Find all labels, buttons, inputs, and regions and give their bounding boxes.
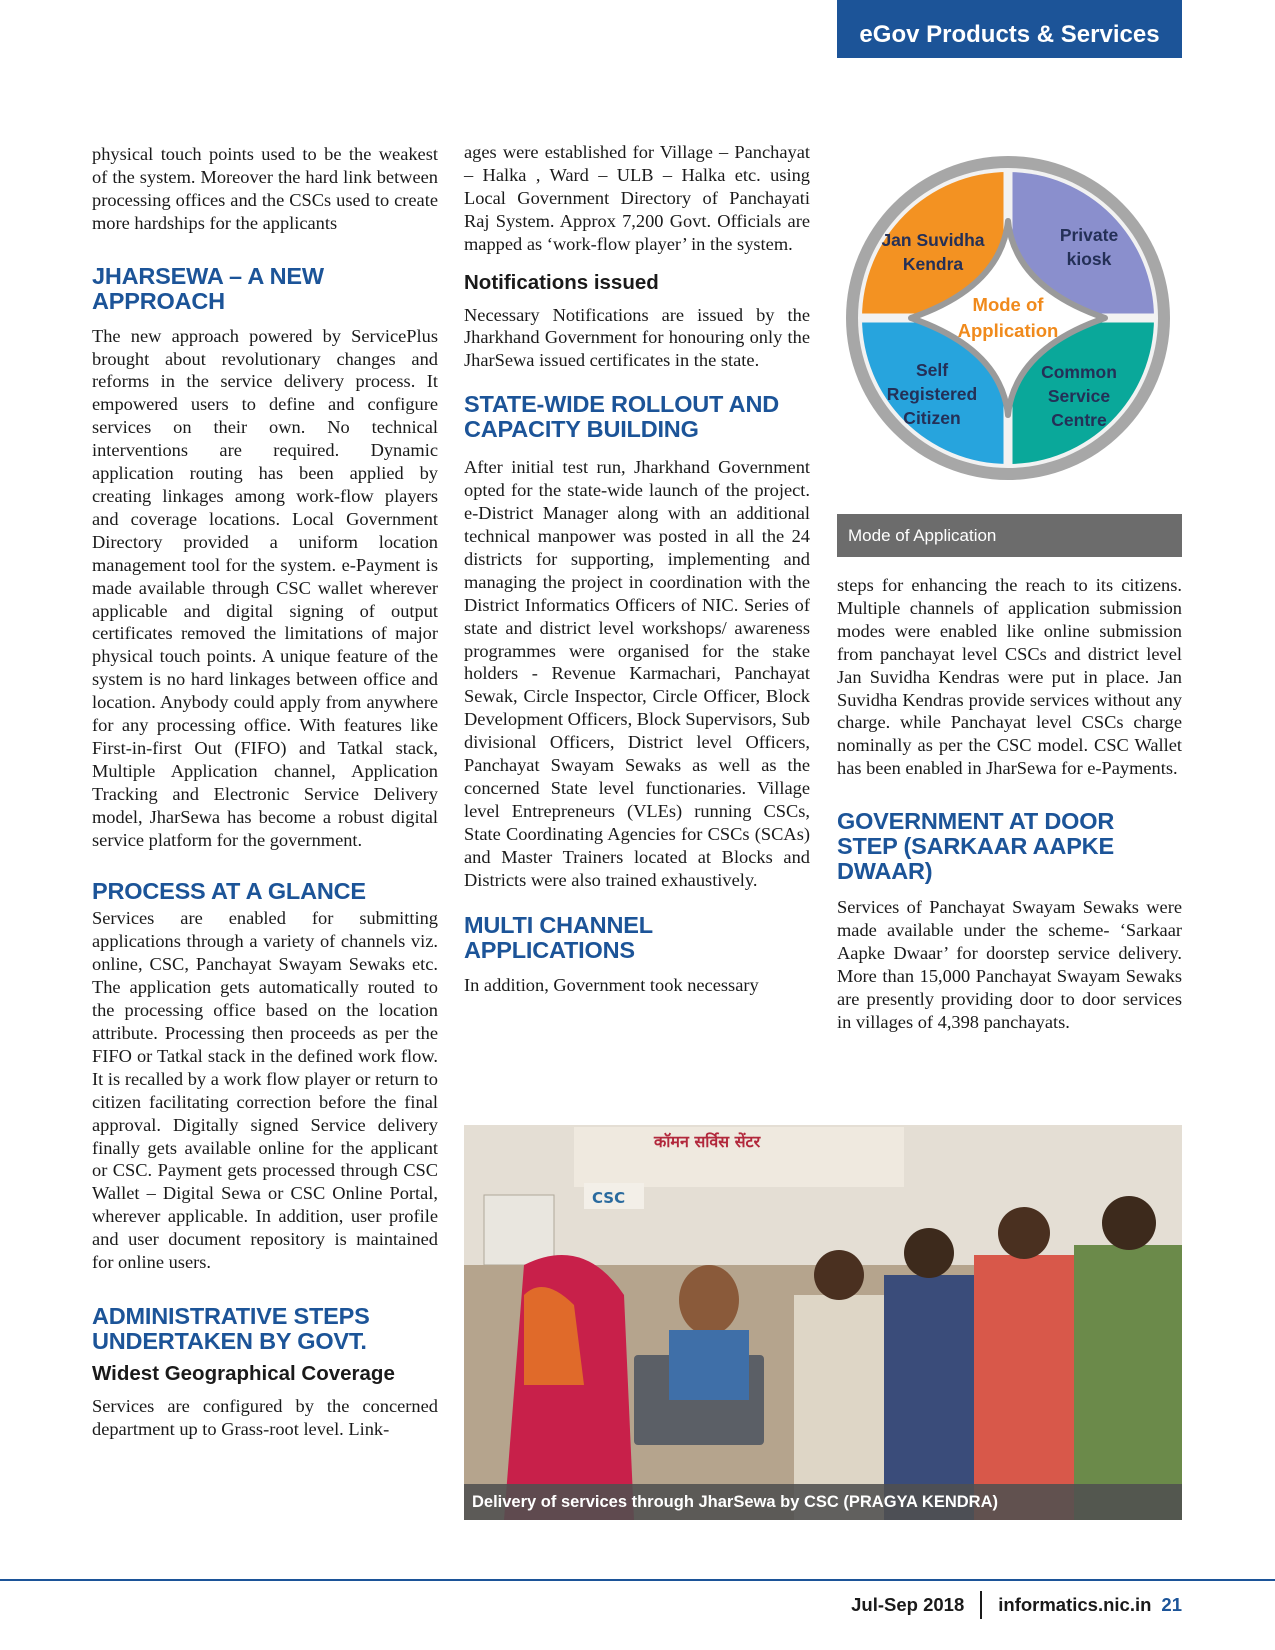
footer-site: informatics.nic.in	[998, 1594, 1152, 1615]
label-jan-suvidha	[881, 228, 984, 276]
heading-process: PROCESS AT A GLANCE	[92, 878, 366, 905]
photo-head-3	[998, 1207, 1050, 1259]
label-common-service-line-2: Service	[1047, 386, 1111, 406]
label-jan-suvidha-line-2: Kendra	[902, 254, 964, 274]
photo-head-2	[904, 1228, 954, 1278]
photo-woman-saree	[504, 1255, 634, 1520]
photo-head-4	[1102, 1196, 1156, 1250]
heading-rollout-line-2: CAPACITY BUILDING	[464, 416, 699, 443]
page-number: 21	[1161, 1594, 1182, 1615]
diagram-caption-text: Mode of Application	[848, 525, 997, 545]
footer-separator	[980, 1591, 982, 1619]
subheading-coverage: Widest Geographical Coverage	[92, 1361, 395, 1385]
photo-operator-shirt	[669, 1330, 749, 1400]
footer-issue: Jul-Sep 2018	[851, 1594, 965, 1615]
heading-admin-steps	[92, 1304, 438, 1354]
column-3	[837, 574, 1182, 1034]
heading-admin-line-2: UNDERTAKEN BY GOVT.	[92, 1327, 367, 1354]
label-common-service	[1041, 360, 1117, 432]
csc-photo	[464, 1125, 1182, 1520]
label-self-registered-line-1: Self	[915, 360, 949, 380]
label-private-kiosk	[1060, 223, 1118, 271]
label-center-line-1: Mode of	[972, 294, 1044, 315]
heading-gov-line-2: STEP (SARKAAR AAPKE	[837, 833, 1114, 860]
paragraph-channels: steps for enhancing the reach to its citizens. Multiple channels of application submission modes were enabled like online submission from panchayat level CSCs and district level Jan Suvidha Kendras were put in place. Jan Suvidha Kendras provide services without any charge. while Panchayat level CSCs charge nominally as per the CSC model. CSC Wallet has been enabled in JharSewa for e-Payments.	[837, 575, 1182, 779]
photo-illustration	[464, 1125, 1182, 1520]
heading-new-approach: JHARSEWA – A NEW APPROACH	[92, 262, 324, 314]
diagram-caption	[837, 514, 1182, 557]
label-private-kiosk-line-2: kiosk	[1066, 249, 1112, 269]
photo-head-1	[814, 1250, 864, 1300]
footer-rule	[0, 1579, 1275, 1581]
paragraph-sarkaar-aapke-dwaar: Services of Panchayat Swayam Sewaks were made available under the scheme- ‘Sarkaar Aapke Dwaar’ for doorstep service delivery. More than 15,000 Panchayat Swayam Sewaks are presently providing door to door services in villages of 4,398 panchayats.	[837, 897, 1182, 1032]
label-self-registered	[887, 358, 977, 430]
heading-government-door-step	[837, 809, 1182, 884]
photo-operator	[679, 1265, 739, 1335]
paragraph-new-approach: The new approach powered by ServicePlus brought about revolutionary changes and reforms in the service delivery process. It empowered users to define and configure services on their own. No technical interventions are required. Dynamic application routing has been applied by creating linkages among work-flow players and coverage locations. Local Government Directory provided a uniform location management tool for the system. e-Payment is made available through CSC wallet wherever applicable and digital signing of output certificates removed the limitations of major physical touch points. A unique feature of the system is no hard linkages between office and location. Anybody could apply from anywhere for any processing office. With features like First-in-first Out (FIFO) and Tatkal stack, Multiple Application channel, Application Tracking and Electronic Service Delivery model, JharSewa has become a robust digital service platform for the government.	[92, 325, 438, 850]
paragraph-rollout: After initial test run, Jharkhand Government opted for the state-wide launch of the project. e-District Manager along with an additional technical manpower was posted in all the 24 districts for supporting, implementing and managing the project in coordination with the District Informatics Officers of NIC. Series of state and district level workshops/ awareness programmes were organised for the stake holders - Revenue Karmachari, Panchayat Sewak, Circle Inspector, Circle Officer, Block Development Officers, Block Supervisors, Sub divisional Officers, District level Officers, Panchayat Swayam Sewaks as well as the concerned State level functionaries. Village level Entrepreneurs (VLEs) running CSCs, State Coordinating Agencies for CSCs (SCAs) and Master Trainers located at Blocks and Districts were also trained exhaustively.	[464, 457, 810, 890]
column-2	[464, 141, 810, 997]
paragraph-multi-channel: In addition, Government took necessary	[464, 975, 759, 996]
photo-caption	[464, 1484, 1182, 1520]
paragraph-coverage: Services are configured by the concerned department up to Grass-root level. Link-	[92, 1395, 438, 1439]
paragraph-notifications: Necessary Notifications are issued by the Jharkhand Government for honouring only the JharSewa issued certificates in the state.	[464, 304, 810, 371]
photo-person-4	[1074, 1245, 1182, 1520]
label-jan-suvidha-line-1: Jan Suvidha	[881, 230, 985, 250]
label-center-line-2: Application	[957, 320, 1059, 341]
page-footer	[851, 1590, 1182, 1620]
photo-banner-text: कॉमन सर्विस सेंटर	[654, 1132, 761, 1151]
heading-admin-line-1: ADMINISTRATIVE STEPS	[92, 1302, 370, 1329]
photo-poster	[484, 1195, 554, 1265]
label-common-service-line-1: Common	[1041, 362, 1117, 382]
label-self-registered-line-3: Citizen	[903, 408, 961, 428]
column-1	[92, 143, 438, 1441]
photo-sign-text: CSC	[592, 1189, 626, 1207]
paragraph-process: Services are enabled for submitting applications through a variety of channels viz. online, CSC, Panchayat Swayam Sewaks etc. The application gets automatically routed to the processing office based on the location attribute. Processing then proceeds as per the FIFO or Tatkal stack in the defined work flow. It is recalled by a work flow player or return to citizen facilitating correction before the final approval. Digitally signed Service delivery finally gets available online for the applicant or CSC. Payment gets processed through CSC Wallet – Digital Sewa or CSC Online Portal, wherever applicable. In addition, user profile and user document repository is maintained for online users.	[92, 908, 438, 1273]
label-self-registered-line-2: Registered	[886, 384, 978, 404]
heading-gov-line-1: GOVERNMENT AT DOOR	[837, 808, 1115, 835]
subheading-notifications: Notifications issued	[464, 270, 659, 294]
section-title: eGov Products & Services	[859, 21, 1160, 48]
label-private-kiosk-line-1: Private	[1059, 225, 1119, 245]
label-common-service-line-3: Centre	[1051, 410, 1107, 430]
heading-multi-channel: MULTI CHANNEL APPLICATIONS	[464, 912, 653, 964]
paragraph-intro: physical touch points used to be the weakest of the system. Moreover the hard link between processing offices and the CSCs used to create more hardships for the applicants	[92, 144, 438, 233]
mode-of-application-diagram	[843, 153, 1173, 483]
heading-rollout	[464, 392, 810, 442]
photo-caption-text: Delivery of services through JharSewa by CSC (PRAGYA KENDRA)	[472, 1492, 999, 1511]
heading-rollout-line-1: STATE-WIDE ROLLOUT AND	[464, 391, 779, 418]
heading-gov-line-3: DWAAR)	[837, 858, 933, 885]
section-header-tab	[837, 0, 1182, 58]
paragraph-linkages: ages were established for Village – Panchayat – Halka , Ward – ULB – Halka etc. using Local Government Directory of Panchayati Raj System. Approx 7,200 Govt. Officials are mapped as ‘work-flow player’ in the system.	[464, 142, 810, 254]
photo-person-3	[974, 1255, 1074, 1520]
label-center	[958, 292, 1059, 344]
